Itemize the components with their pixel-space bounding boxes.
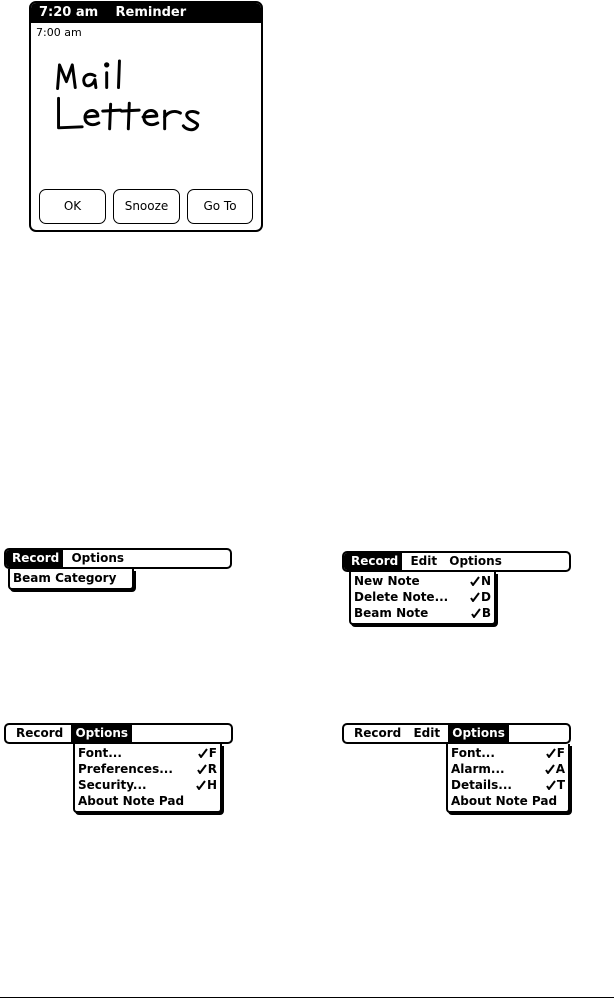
menu-item-shortcut (197, 761, 217, 777)
menu-item-shortcut (470, 573, 491, 589)
snooze-button[interactable]: Snooze (113, 189, 180, 224)
options-dropdown (73, 744, 222, 813)
menu-item-about-note-pad[interactable] (75, 793, 220, 809)
menu-title-options[interactable]: Options (71, 551, 125, 565)
menu-title-record[interactable]: Record (354, 726, 402, 740)
go-to-button[interactable]: Go To (187, 189, 253, 224)
shortcut-key: F (556, 746, 565, 760)
command-stroke-icon (471, 608, 481, 618)
menubar (4, 548, 232, 569)
shortcut-key: N (480, 574, 491, 588)
menubar (342, 723, 571, 744)
command-stroke-icon (546, 748, 556, 758)
command-stroke-icon (545, 764, 555, 774)
menu-item-shortcut (470, 589, 491, 605)
menu-item-alarm[interactable] (448, 761, 568, 777)
menu-item-new-note[interactable] (351, 573, 494, 589)
menu-title-record[interactable]: Record (16, 726, 64, 740)
menu-title-record[interactable]: Record (344, 553, 402, 570)
menu-item-label: About Note Pad (78, 794, 185, 808)
menu-item-beam-note[interactable] (351, 605, 494, 621)
menu-item-shortcut (471, 605, 491, 621)
menu-item-label: Beam Category (13, 571, 117, 585)
title-time: 7:20 am (39, 5, 99, 20)
menu-item-delete-note[interactable] (351, 589, 494, 605)
menu-item-label: Beam Note (354, 606, 429, 620)
command-stroke-icon (196, 780, 206, 790)
menu-title-edit[interactable]: Edit (410, 554, 438, 568)
menu-item-label: Font... (78, 746, 122, 760)
shortcut-key: F (208, 746, 217, 760)
menu-item-font[interactable] (75, 745, 220, 761)
menu-item-about-note-pad[interactable] (448, 793, 568, 809)
menu-item-label: Delete Note... (354, 590, 449, 604)
menu-item-font[interactable] (448, 745, 568, 761)
menu-item-label: Preferences... (78, 762, 173, 776)
menu-title-options[interactable]: Options (449, 554, 502, 568)
menu-item-label: New Note (354, 574, 420, 588)
command-stroke-icon (198, 748, 208, 758)
menu-item-preferences[interactable] (75, 761, 220, 777)
menu-title-edit[interactable]: Edit (413, 726, 441, 740)
menu-title-options[interactable]: Options (448, 725, 509, 742)
menu-item-shortcut (545, 761, 565, 777)
menu-item-label: Security... (78, 778, 147, 792)
command-stroke-icon (470, 576, 480, 586)
menu-title-options[interactable]: Options (71, 725, 132, 742)
command-stroke-icon (470, 592, 480, 602)
reminder-dialog (29, 1, 263, 232)
command-stroke-icon (197, 764, 207, 774)
menu-item-beam-category[interactable] (10, 570, 132, 586)
dialog-title: Reminder (115, 5, 187, 20)
menu-item-shortcut (198, 745, 217, 761)
menu-item-label: About Note Pad (451, 794, 558, 808)
shortcut-key: R (207, 762, 217, 776)
shortcut-key: B (481, 606, 491, 620)
menu-item-shortcut (546, 777, 565, 793)
command-stroke-icon (546, 780, 556, 790)
options-dropdown (446, 744, 570, 813)
record-dropdown (8, 569, 134, 590)
footer-divider (0, 997, 614, 998)
menu-item-label: Alarm... (451, 762, 505, 776)
alarm-time: 7:00 am (36, 26, 82, 39)
menubar (4, 723, 233, 744)
record-dropdown (349, 572, 496, 625)
shortcut-key: A (555, 762, 565, 776)
ok-button[interactable]: OK (39, 189, 106, 224)
menu-item-label: Details... (451, 778, 512, 792)
menu-item-label: Font... (451, 746, 495, 760)
menu-title-record[interactable]: Record (6, 550, 63, 567)
shortcut-key: D (481, 590, 491, 604)
menu-item-details[interactable] (448, 777, 568, 793)
menubar (342, 551, 571, 572)
menu-item-security[interactable] (75, 777, 220, 793)
shortcut-key: H (206, 778, 217, 792)
menu-item-shortcut (546, 745, 565, 761)
shortcut-key: T (556, 778, 565, 792)
menu-item-shortcut (196, 777, 217, 793)
